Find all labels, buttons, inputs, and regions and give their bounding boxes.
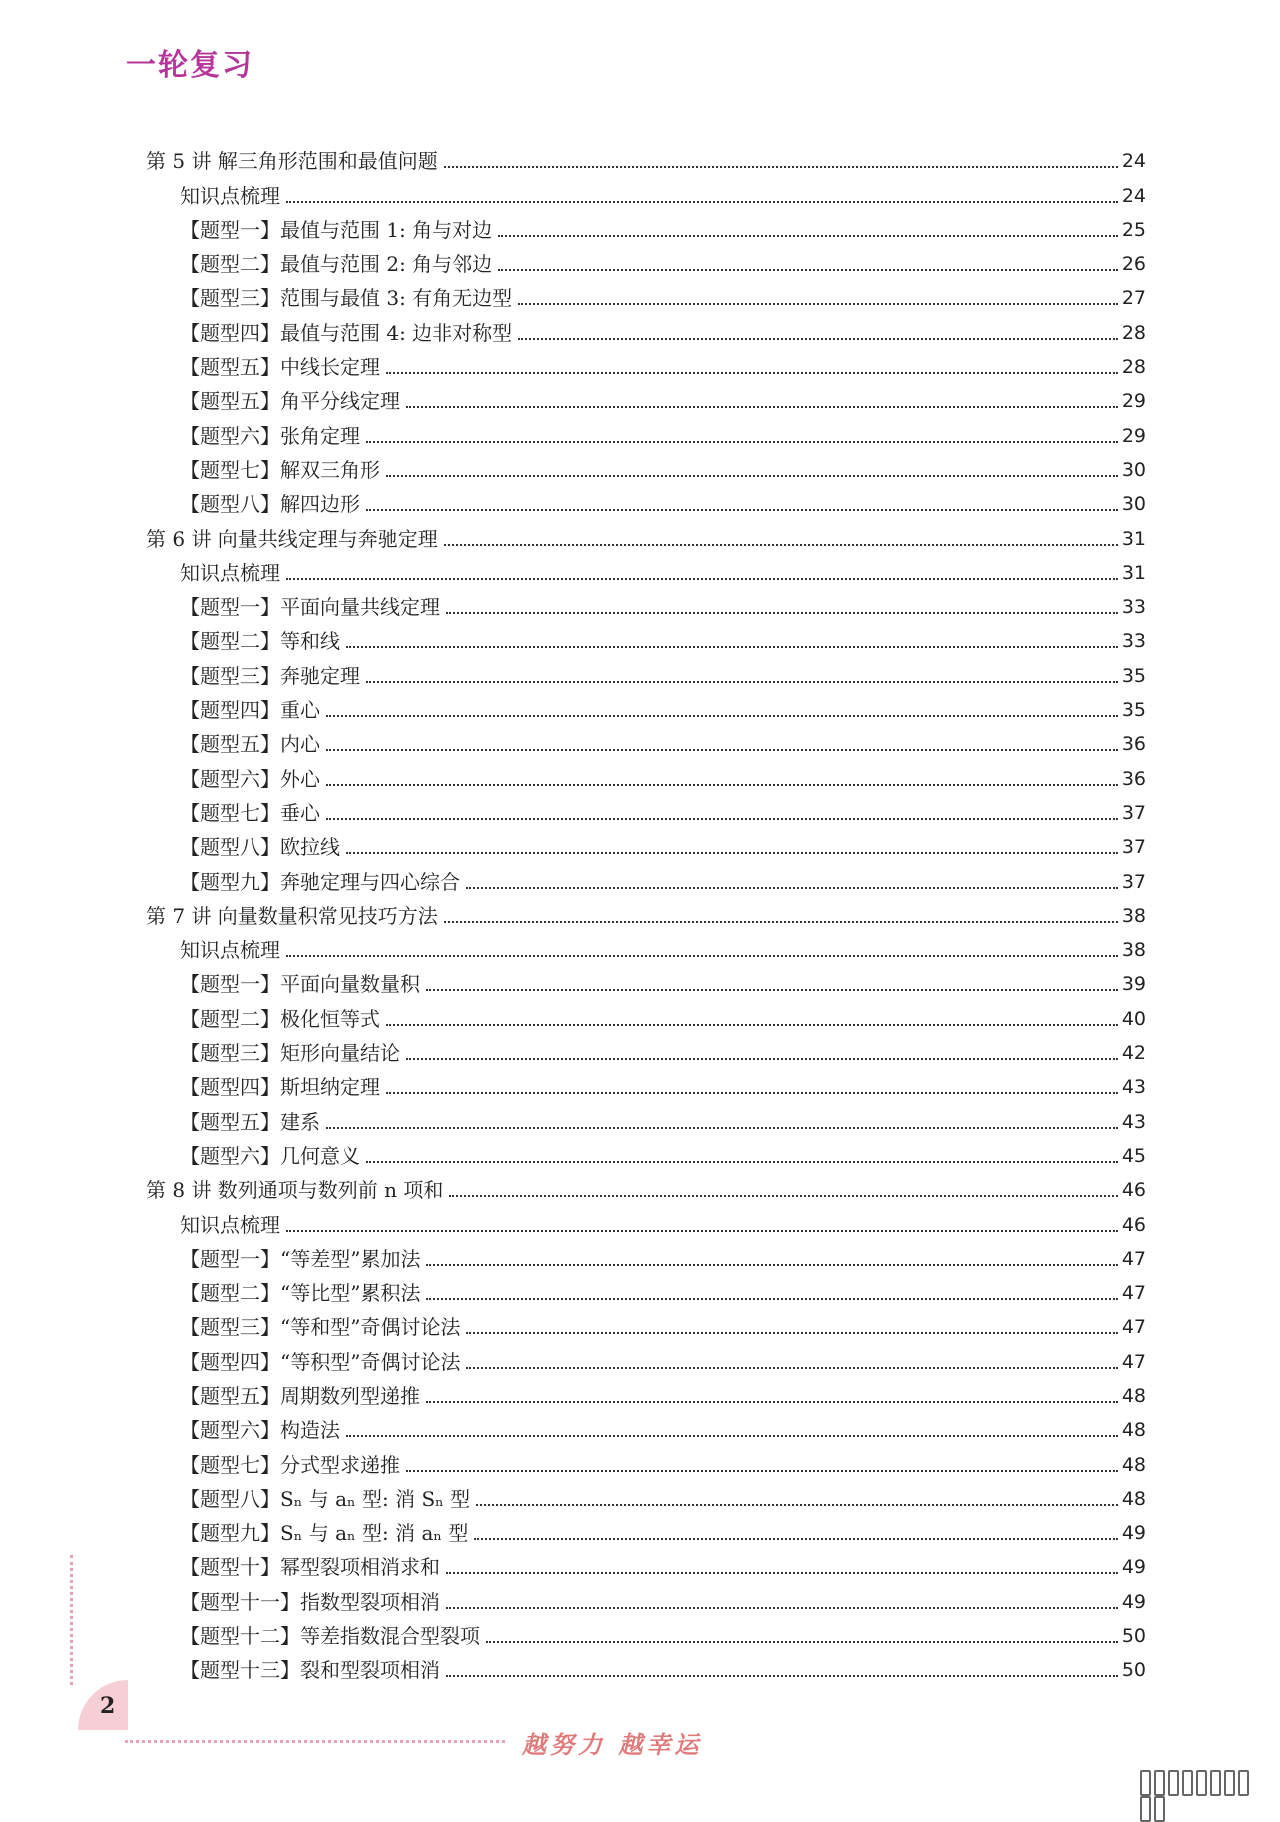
toc-entry-label: 【题型四】最值与范围 4: 边非对称型 [180, 320, 513, 345]
toc-entry-label: 【题型九】Sₙ 与 aₙ 型: 消 aₙ 型 [180, 1521, 469, 1546]
toc-entry-label: 【题型七】解双三角形 [180, 457, 380, 482]
toc-entry-label: 【题型三】范围与最值 3: 有角无边型 [180, 286, 513, 311]
toc-entry-label: 【题型八】Sₙ 与 aₙ 型: 消 Sₙ 型 [180, 1486, 471, 1511]
toc-sub-entry [146, 1203, 1146, 1237]
toc-entry-page: 46 [1121, 1179, 1146, 1202]
toc-entry-label: 【题型五】中线长定理 [180, 355, 380, 380]
toc-sub-entry [146, 277, 1146, 311]
toc-lecture-entry [146, 517, 1146, 551]
toc-sub-entry [146, 1306, 1146, 1340]
toc-sub-entry [146, 826, 1146, 860]
toc-entry-page: 26 [1121, 253, 1146, 276]
toc-entry-label: 【题型六】张角定理 [180, 423, 360, 448]
toc-entry-page: 37 [1121, 801, 1146, 824]
toc-sub-entry [146, 346, 1146, 380]
toc-sub-entry [146, 552, 1146, 586]
toc-sub-entry [146, 1272, 1146, 1306]
toc-dot-leader [386, 1092, 1118, 1094]
toc-entry-page: 38 [1121, 939, 1146, 962]
toc-dot-leader [406, 406, 1118, 408]
toc-dot-leader [286, 201, 1118, 203]
toc-sub-entry [146, 620, 1146, 654]
toc-dot-leader [444, 166, 1118, 168]
toc-entry-page: 33 [1121, 596, 1146, 619]
toc-sub-entry [146, 1649, 1146, 1683]
toc-dot-leader [346, 1435, 1118, 1437]
toc-lecture-entry [146, 1169, 1146, 1203]
toc-entry-page: 36 [1121, 767, 1146, 790]
toc-dot-leader [366, 441, 1118, 443]
toc-entry-label: 【题型五】内心 [180, 732, 320, 757]
toc-dot-leader [286, 578, 1118, 580]
toc-entry-label: 【题型五】周期数列型递推 [180, 1383, 420, 1408]
toc-lecture-entry [146, 895, 1146, 929]
toc-sub-entry [146, 1238, 1146, 1272]
toc-entry-page: 33 [1121, 630, 1146, 653]
toc-dot-leader [466, 1332, 1117, 1334]
toc-entry-label: 第 6 讲 向量共线定理与奔驰定理 [146, 526, 438, 551]
toc-entry-label: 【题型十二】等差指数混合型裂项 [180, 1624, 480, 1649]
toc-dot-leader [446, 612, 1118, 614]
toc-entry-label: 【题型一】“等差型”累加法 [180, 1246, 421, 1271]
toc-sub-entry [146, 1615, 1146, 1649]
toc-entry-label: 知识点梳理 [180, 183, 280, 208]
toc-sub-entry [146, 723, 1146, 757]
toc-sub-entry [146, 929, 1146, 963]
toc-entry-page: 29 [1121, 390, 1146, 413]
toc-dot-leader [326, 1127, 1118, 1129]
toc-entry-page: 43 [1121, 1076, 1146, 1099]
toc-entry-page: 29 [1121, 424, 1146, 447]
toc-dot-leader [386, 475, 1118, 477]
toc-entry-label: 【题型三】奔驰定理 [180, 663, 360, 688]
toc-sub-entry [146, 1340, 1146, 1374]
toc-sub-entry [146, 1512, 1146, 1546]
toc-entry-page: 35 [1121, 664, 1146, 687]
toc-entry-label: 【题型一】平面向量共线定理 [180, 595, 440, 620]
toc-sub-entry [146, 1546, 1146, 1580]
toc-entry-label: 第 8 讲 数列通项与数列前 n 项和 [146, 1178, 444, 1203]
table-of-contents [146, 140, 1146, 1683]
toc-entry-page: 30 [1121, 493, 1146, 516]
toc-entry-page: 28 [1121, 321, 1146, 344]
toc-dot-leader [366, 509, 1118, 511]
toc-dot-leader [518, 303, 1118, 305]
toc-entry-label: 【题型二】等和线 [180, 629, 340, 654]
toc-entry-page: 35 [1121, 699, 1146, 722]
toc-dot-leader [476, 1504, 1118, 1506]
toc-dot-leader [326, 818, 1118, 820]
toc-sub-entry [146, 792, 1146, 826]
toc-entry-page: 28 [1121, 356, 1146, 379]
toc-entry-page: 50 [1121, 1659, 1146, 1682]
toc-entry-page: 24 [1121, 150, 1146, 173]
toc-entry-label: 【题型二】极化恒等式 [180, 1006, 380, 1031]
toc-dot-leader [518, 338, 1118, 340]
toc-dot-leader [446, 1607, 1118, 1609]
header-title: 一轮复习 [126, 48, 254, 83]
toc-entry-page: 25 [1121, 218, 1146, 241]
toc-dot-leader [406, 1470, 1118, 1472]
toc-sub-entry [146, 757, 1146, 791]
decorative-dotted-line-vertical [70, 1555, 73, 1685]
toc-sub-entry [146, 414, 1146, 448]
toc-sub-entry [146, 380, 1146, 414]
toc-sub-entry [146, 1135, 1146, 1169]
toc-entry-page: 31 [1121, 561, 1146, 584]
toc-entry-label: 知识点梳理 [180, 560, 280, 585]
toc-entry-page: 48 [1121, 1487, 1146, 1510]
toc-entry-label: 【题型六】构造法 [180, 1418, 340, 1443]
toc-entry-label: 【题型四】斯坦纳定理 [180, 1075, 380, 1100]
toc-dot-leader [426, 1401, 1118, 1403]
page-number: 2 [100, 1693, 116, 1719]
toc-dot-leader [286, 1230, 1118, 1232]
toc-dot-leader [466, 1367, 1117, 1369]
toc-entry-page: 43 [1121, 1110, 1146, 1133]
toc-sub-entry [146, 1409, 1146, 1443]
toc-entry-page: 48 [1121, 1419, 1146, 1442]
toc-entry-label: 【题型十三】裂和型裂项相消 [180, 1658, 440, 1683]
toc-entry-page: 27 [1121, 287, 1146, 310]
toc-dot-leader [346, 646, 1118, 648]
toc-entry-label: 【题型八】欧拉线 [180, 835, 340, 860]
toc-dot-leader [366, 681, 1118, 683]
toc-entry-label: 【题型六】几何意义 [180, 1143, 360, 1168]
toc-sub-entry [146, 689, 1146, 723]
toc-entry-label: 【题型十】幂型裂项相消求和 [180, 1555, 440, 1580]
toc-entry-page: 47 [1121, 1350, 1146, 1373]
toc-entry-page: 42 [1121, 1042, 1146, 1065]
watermark-icon [1140, 1770, 1260, 1794]
toc-entry-label: 【题型十一】指数型裂项相消 [180, 1589, 440, 1614]
toc-sub-entry [146, 1478, 1146, 1512]
toc-dot-leader [326, 749, 1118, 751]
toc-entry-label: 【题型一】平面向量数量积 [180, 972, 420, 997]
toc-entry-page: 48 [1121, 1384, 1146, 1407]
toc-sub-entry [146, 449, 1146, 483]
toc-entry-page: 39 [1121, 973, 1146, 996]
toc-sub-entry [146, 654, 1146, 688]
toc-entry-label: 第 5 讲 解三角形范围和最值问题 [146, 149, 438, 174]
toc-entry-label: 【题型九】奔驰定理与四心综合 [180, 869, 460, 894]
toc-entry-label: 【题型八】解四边形 [180, 492, 360, 517]
toc-entry-label: 知识点梳理 [180, 938, 280, 963]
toc-dot-leader [498, 235, 1118, 237]
toc-sub-entry [146, 963, 1146, 997]
toc-sub-entry [146, 1066, 1146, 1100]
toc-entry-page: 49 [1121, 1590, 1146, 1613]
toc-sub-entry [146, 174, 1146, 208]
toc-entry-page: 40 [1121, 1007, 1146, 1030]
toc-sub-entry [146, 1100, 1146, 1134]
toc-sub-entry [146, 1443, 1146, 1477]
toc-dot-leader [326, 784, 1118, 786]
toc-entry-page: 36 [1121, 733, 1146, 756]
footer-slogan: 越努力 越幸运 [522, 1731, 703, 1759]
toc-sub-entry [146, 860, 1146, 894]
toc-sub-entry [146, 1580, 1146, 1614]
toc-entry-label: 【题型七】垂心 [180, 800, 320, 825]
decorative-dotted-line-horizontal [125, 1740, 505, 1743]
toc-entry-page: 50 [1121, 1625, 1146, 1648]
toc-sub-entry [146, 1375, 1146, 1409]
toc-entry-page: 49 [1121, 1556, 1146, 1579]
toc-dot-leader [498, 269, 1118, 271]
toc-entry-page: 45 [1121, 1144, 1146, 1167]
toc-entry-page: 47 [1121, 1282, 1146, 1305]
toc-sub-entry [146, 1032, 1146, 1066]
toc-entry-page: 47 [1121, 1316, 1146, 1339]
toc-entry-label: 知识点梳理 [180, 1212, 280, 1237]
toc-entry-page: 47 [1121, 1247, 1146, 1270]
toc-entry-label: 【题型三】“等和型”奇偶讨论法 [180, 1315, 461, 1340]
toc-dot-leader [406, 1058, 1118, 1060]
toc-entry-label: 【题型四】重心 [180, 698, 320, 723]
toc-sub-entry [146, 243, 1146, 277]
toc-entry-label: 【题型二】最值与范围 2: 角与邻边 [180, 252, 493, 277]
toc-entry-label: 【题型二】“等比型”累积法 [180, 1281, 421, 1306]
toc-entry-page: 48 [1121, 1453, 1146, 1476]
toc-entry-page: 49 [1121, 1522, 1146, 1545]
toc-entry-page: 46 [1121, 1213, 1146, 1236]
toc-entry-page: 37 [1121, 870, 1146, 893]
toc-lecture-entry [146, 140, 1146, 174]
toc-dot-leader [346, 852, 1118, 854]
toc-dot-leader [326, 715, 1118, 717]
toc-entry-label: 第 7 讲 向量数量积常见技巧方法 [146, 903, 438, 928]
toc-entry-label: 【题型一】最值与范围 1: 角与对边 [180, 217, 493, 242]
toc-dot-leader [486, 1641, 1118, 1643]
toc-dot-leader [426, 1264, 1117, 1266]
toc-dot-leader [444, 921, 1118, 923]
toc-dot-leader [426, 1298, 1117, 1300]
toc-dot-leader [446, 1572, 1118, 1574]
toc-dot-leader [474, 1538, 1117, 1540]
toc-dot-leader [386, 372, 1118, 374]
toc-sub-entry [146, 483, 1146, 517]
toc-sub-entry [146, 586, 1146, 620]
toc-entry-page: 30 [1121, 458, 1146, 481]
toc-dot-leader [366, 1161, 1118, 1163]
toc-dot-leader [386, 1024, 1118, 1026]
toc-entry-page: 24 [1121, 184, 1146, 207]
toc-entry-page: 31 [1121, 527, 1146, 550]
toc-entry-page: 38 [1121, 904, 1146, 927]
toc-sub-entry [146, 997, 1146, 1031]
toc-entry-page: 37 [1121, 836, 1146, 859]
toc-sub-entry [146, 209, 1146, 243]
toc-dot-leader [444, 544, 1118, 546]
toc-dot-leader [446, 1675, 1118, 1677]
toc-dot-leader [449, 1195, 1117, 1197]
toc-entry-label: 【题型六】外心 [180, 766, 320, 791]
toc-dot-leader [286, 955, 1118, 957]
toc-entry-label: 【题型五】角平分线定理 [180, 389, 400, 414]
toc-dot-leader [426, 989, 1118, 991]
toc-entry-label: 【题型五】建系 [180, 1109, 320, 1134]
toc-sub-entry [146, 311, 1146, 345]
toc-dot-leader [466, 887, 1118, 889]
toc-entry-label: 【题型四】“等积型”奇偶讨论法 [180, 1349, 461, 1374]
toc-entry-label: 【题型七】分式型求递推 [180, 1452, 400, 1477]
toc-entry-label: 【题型三】矩形向量结论 [180, 1041, 400, 1066]
